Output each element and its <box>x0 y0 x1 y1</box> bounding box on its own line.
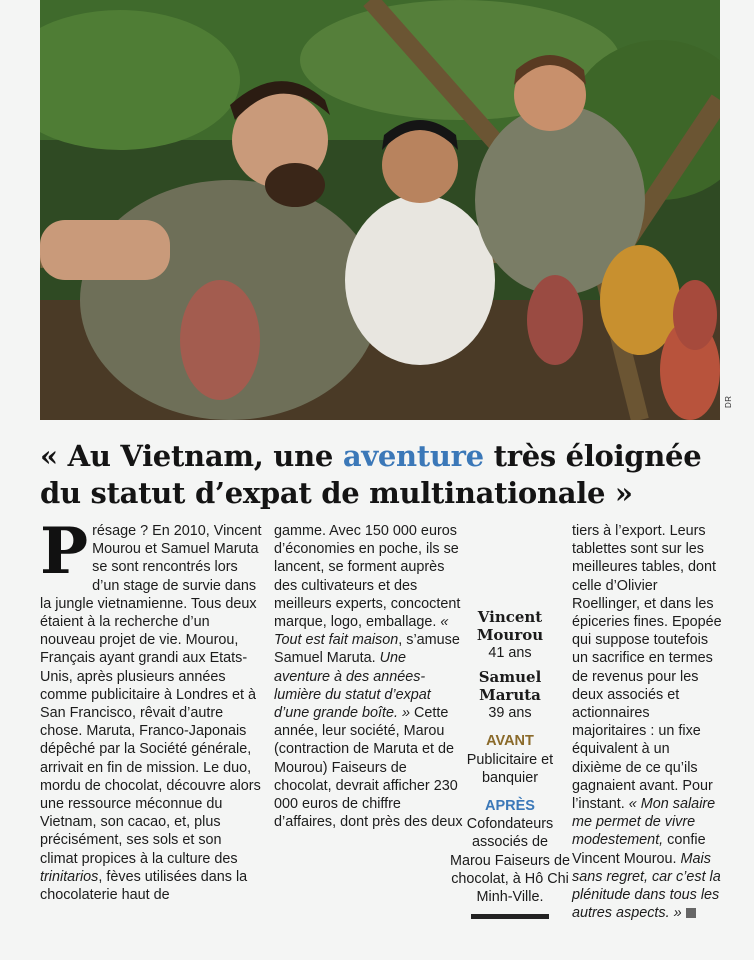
person1-name: Vincent Mourou <box>476 608 544 644</box>
article-column-1 <box>40 514 262 904</box>
photo-illustration <box>40 0 720 420</box>
article-column-4 <box>572 522 722 922</box>
person2-name: Samuel Maruta <box>478 668 542 705</box>
col4-text-a: tiers à l’export. Leurs tablettes sont sur les meilleures tables, dont celle d’Olivier Roellinger, et dans les épiceries fines. Epopée qui suppose toutefois un sacrifice en termes de revenus pour les deux associés et actionnaires majoritaires : un fixe équivalent à un dixième de ce qu’ils gagnaient avant. Pour l’instant. <box>572 523 722 813</box>
col4-text-b: confie Vincent Mourou. <box>572 832 706 867</box>
sidebar-rule <box>471 914 549 919</box>
col4-quote1: « Mon salaire me permet de vivre modestement, <box>572 796 716 849</box>
end-mark-icon <box>686 908 696 918</box>
headline-part1: « Au Vietnam, une <box>40 439 343 473</box>
article-headline <box>40 438 730 512</box>
headline-highlight: aventure <box>342 439 484 473</box>
person1-age: 41 ans <box>488 645 532 661</box>
col2-quote2: Une aventure à des années-lumière du statut d’expat d’une grande boîte. » <box>274 650 431 722</box>
article-column-2 <box>274 522 464 831</box>
avant-label: AVANT <box>486 733 534 750</box>
person2-age: 39 ans <box>488 705 532 722</box>
profile-sidebar <box>450 608 570 919</box>
col4-quote2: Mais sans regret, car c’est la plénitude dans tous les autres aspects. » <box>572 850 721 922</box>
article-photo <box>40 0 720 420</box>
avant-text: Publicitaire et banquier <box>466 751 554 786</box>
col2-text-b: , s’amuse Samuel Maruta. <box>274 632 460 667</box>
photo-credit: DR <box>724 395 733 408</box>
col2-text-a: gamme. Avec 150 000 euros d’économies en poche, ils se lancent, se forment auprès des cultivateurs et des meilleurs experts, concoctent marque, logo, emballage. <box>274 523 461 631</box>
col2-text-c: Cette année, leur société, Marou (contraction de Maruta et de Mourou) Faiseurs de chocolat, devrait afficher 230 000 euros de chiffre d’affaires, dont près des deux <box>274 705 463 831</box>
col1-text-a: résage ? En 2010, Vincent Mourou et Samuel Maruta se sont rencontrés lors d’un stage de survie dans la jungle vietnamienne. Tous deux étaient à la recherche d’un nouveau projet de vie. Mourou, Français ayant grandi aux Etats-Unis, après plusieurs années comme publicitaire à Londres et à San Francisco, rêvait d’autre chose. Maruta, Franco-Japonais dépêché par la Société générale, arrivait en fin de mission. Le duo, mordu de chocolat, découvre alors une ressource méconnue du Vietnam, son cacao, et, plus précisément, ses sols et son climat propices à la culture des <box>40 523 262 867</box>
headline-part2: très éloignée du statut d’expat de multinationale » <box>40 439 702 510</box>
apres-text: Cofondateurs associés de Marou Faiseurs de chocolat, à Hô Chi Minh-Ville. <box>450 816 570 906</box>
col2-quote1: « Tout est fait maison <box>274 614 449 649</box>
column-1-paragraph <box>40 514 262 904</box>
column-4-paragraph <box>572 522 722 922</box>
col1-italic: trinitarios <box>40 868 99 885</box>
drop-cap: P <box>40 514 89 589</box>
column-2-paragraph <box>274 522 464 831</box>
col1-text-b: , fèves utilisées dans la chocolaterie haut de <box>40 868 248 904</box>
apres-label: APRÈS <box>485 798 535 815</box>
